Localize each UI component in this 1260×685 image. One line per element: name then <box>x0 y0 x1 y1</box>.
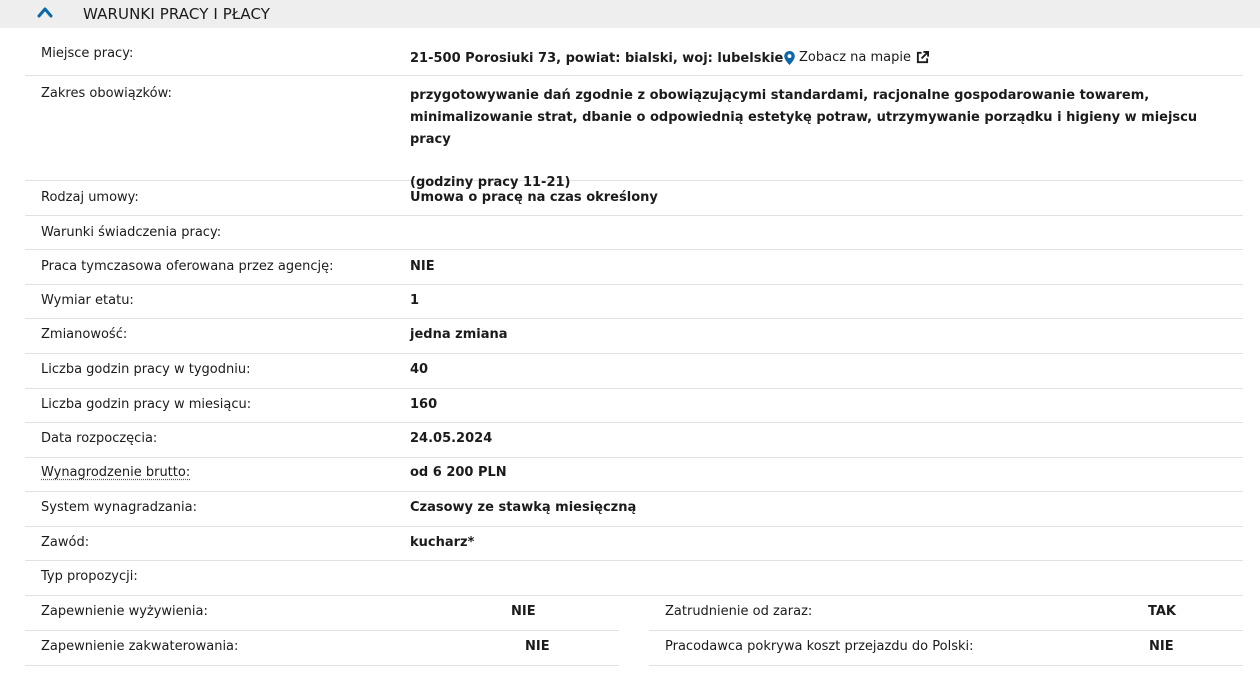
row-value: TAK <box>1148 604 1176 619</box>
external-link-icon <box>916 51 929 64</box>
row-value: od 6 200 PLN <box>410 465 507 480</box>
row-value: 21-500 Porosiuki 73, powiat: bialski, woj: lubelskie <box>410 51 784 66</box>
row-value: NIE <box>1149 639 1174 654</box>
row-value: Umowa o pracę na czas określony <box>410 190 658 205</box>
working-hours-note: (godziny pracy 11-21) <box>410 175 571 190</box>
salary-label-tooltip[interactable]: Wynagrodzenie brutto: <box>41 465 191 480</box>
row-label: Praca tymczasowa oferowana przez agencję: <box>41 259 334 274</box>
duties-text-block <box>410 85 1220 194</box>
extra-row <box>649 631 1243 666</box>
row-value: 24.05.2024 <box>410 431 493 446</box>
detail-row-location <box>25 40 1243 76</box>
detail-row <box>25 354 1243 389</box>
row-value: 160 <box>410 397 438 412</box>
row-label: Liczba godzin pracy w miesiącu: <box>41 397 252 412</box>
detail-row <box>25 285 1243 319</box>
row-label: Zatrudnienie od zaraz: <box>665 604 813 619</box>
row-value: jedna zmiana <box>410 327 508 342</box>
row-label: Zmianowość: <box>41 327 128 342</box>
row-value: NIE <box>511 604 536 619</box>
row-label: Rodzaj umowy: <box>41 190 139 205</box>
detail-row <box>25 250 1243 285</box>
row-value: 1 <box>410 293 420 308</box>
row-label: Wymiar etatu: <box>41 293 134 308</box>
row-label: Miejsce pracy: <box>41 46 134 61</box>
row-label: Typ propozycji: <box>41 569 138 584</box>
row-value: kucharz* <box>410 535 475 550</box>
section-title: WARUNKI PRACY I PŁACY <box>83 5 271 23</box>
row-label: Zawód: <box>41 535 90 550</box>
detail-row-salary <box>25 458 1243 492</box>
map-link-label: Zobacz na mapie <box>799 50 912 65</box>
detail-row <box>25 527 1243 561</box>
detail-row-duties <box>25 76 1243 190</box>
row-value: NIE <box>525 639 550 654</box>
detail-row <box>25 561 1243 596</box>
row-label: Zapewnienie wyżywienia: <box>41 604 208 619</box>
extra-row <box>25 596 619 631</box>
detail-row <box>25 423 1243 458</box>
row-label: System wynagradzania: <box>41 500 197 515</box>
detail-row <box>25 389 1243 423</box>
row-value: 40 <box>410 362 429 377</box>
row-label: Zapewnienie zakwaterowania: <box>41 639 239 654</box>
extra-row <box>649 596 1243 631</box>
row-label: Zakres obowiązków: <box>41 86 172 101</box>
map-pin-icon <box>784 51 795 65</box>
row-label: Warunki świadczenia pracy: <box>41 225 222 240</box>
extra-row <box>25 631 619 666</box>
row-label: Liczba godzin pracy w tygodniu: <box>41 362 251 377</box>
row-value: NIE <box>410 259 435 274</box>
detail-row <box>25 181 1243 216</box>
section-header-toggle[interactable] <box>0 0 1260 28</box>
map-link[interactable] <box>784 50 929 65</box>
detail-row <box>25 216 1243 250</box>
detail-row <box>25 319 1243 354</box>
detail-row <box>25 492 1243 527</box>
duties-text: przygotowywanie dań zgodnie z obowiązującymi standardami, racjonalne gospodarowanie towarem, minimalizowanie strat, dbanie o odpowiednią estetykę potraw, utrzymywanie porządku i higieny w miejscu pracy <box>410 88 1198 147</box>
row-label: Data rozpoczęcia: <box>41 431 158 446</box>
row-value: Czasowy ze stawką miesięczną <box>410 500 637 515</box>
chevron-up-icon[interactable] <box>37 6 53 18</box>
row-label: Pracodawca pokrywa koszt przejazdu do Polski: <box>665 639 974 654</box>
